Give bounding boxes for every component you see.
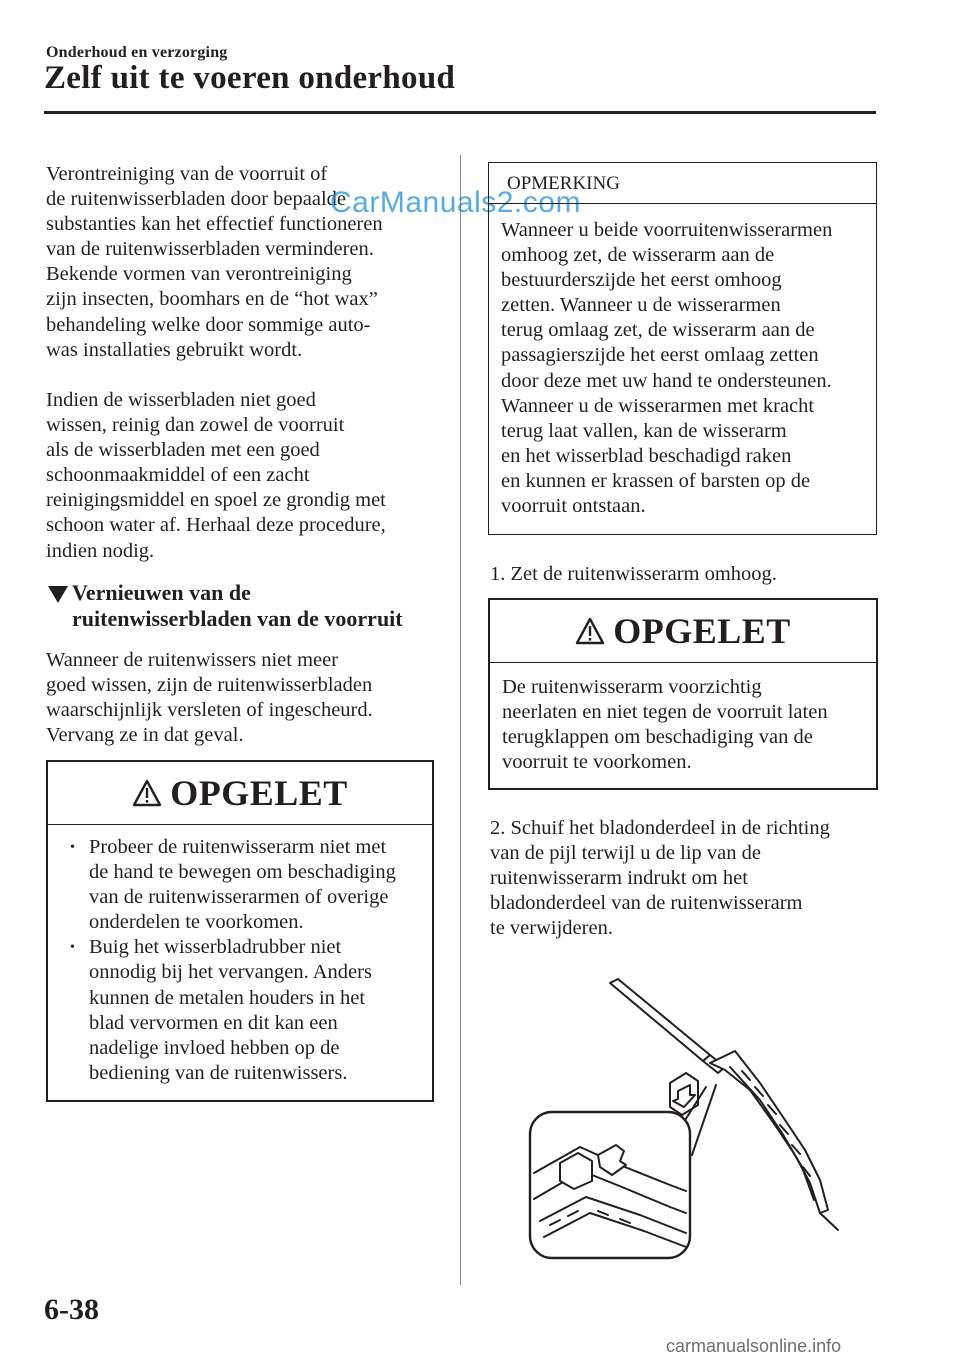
page-number: 6-38 [44, 1293, 99, 1326]
warning-triangle-icon [132, 779, 162, 807]
caution-bullet: • Buig het wisserbladrubber niet onnodig bij het vervangen. Anders kunnen de metalen houders in het blad vervormen en dit kan een nadelige invloed hebben op de bediening van de ruitenwissers. [70, 935, 420, 1086]
step-1: 1. Zet de ruitenwisserarm omhoog. [490, 563, 777, 585]
warning-triangle-icon [575, 617, 605, 645]
page-title: Zelf uit te voeren onderhoud [44, 60, 456, 96]
title-rule [44, 111, 876, 114]
note-title: OPMERKING [489, 163, 876, 204]
caution-box-right [488, 598, 878, 790]
note-body [489, 204, 876, 519]
wiper-blade-illustration [520, 975, 840, 1265]
column-divider [460, 155, 461, 1285]
caution-title: OPGELET [170, 773, 348, 813]
cleaning-paragraph: Indien de wisserbladen niet goed wissen, reinig dan zowel de voorruit als de wisserbladen met een goed schoonmaakmiddel of een zacht reinigingsmiddel en spoel ze grondig met schoon water af. Herhaal deze procedure, indien nodig. [46, 389, 386, 562]
section-label: Onderhoud en verzorging [46, 44, 228, 61]
section-marker-icon [48, 586, 68, 603]
caution-body [490, 663, 876, 775]
caution-header [48, 762, 432, 825]
intro-paragraph: Verontreiniging van de voorruit of de ruitenwisserbladen door bepaalde substanties kan het effectief functioneren van de ruitenwisserbladen verminderen. Bekende vormen van verontreiniging zijn insecten, boomhars en de “hot wax” behandeling welke door sommige auto- was installaties gebruikt wordt. [46, 163, 383, 361]
replacement-paragraph: Wanneer de ruitenwissers niet meer goed wissen, zijn de ruitenwisserbladen waarschijnlijk versleten of ingescheurd. Vervang ze in dat geval. [46, 649, 373, 747]
step-2: 2. Schuif het bladonderdeel in de richting van de pijl terwijl u de lip van de ruitenwisserarm indrukt om het bladonderdeel van de ruitenwisserarm te verwijderen. [490, 817, 830, 940]
caution-bullet: • Probeer de ruitenwisserarm niet met de hand te bewegen om beschadiging van de ruitenwisserarmen of overige onderdelen te voorkomen. [70, 835, 420, 935]
watermark: CarManuals2.com [330, 186, 581, 219]
caution-box-left [46, 760, 434, 1102]
subsection-heading: Vernieuwen van de ruitenwisserbladen van de voorruit [72, 580, 403, 631]
caution-body [48, 825, 432, 1086]
note-text: Wanneer u beide voorruitenwisserarmen omhoog zet, de wisserarm aan de bestuurderszijde het eerst omhoog zetten. Wanneer u de wisserarmen terug omlaag zet, de wisserarm aan de passagierszijde het eerst omlaag zetten door deze met uw hand te ondersteunen. Wanneer u de wisserarmen met kracht terug laat vallen, kan de wisserarm en het wisserblad beschadigd raken en kunnen er krassen of barsten op de voorruit ontstaan. [501, 219, 833, 518]
footer-site-url: carmanualsonline.info [666, 1336, 842, 1356]
caution-header [490, 600, 876, 663]
caution-text: De ruitenwisserarm voorzichtig neerlaten en niet tegen de voorruit laten terugklappen om beschadiging van de voorruit te voorkomen. [502, 676, 828, 774]
caution-title: OPGELET [613, 611, 791, 651]
note-box [488, 162, 877, 535]
